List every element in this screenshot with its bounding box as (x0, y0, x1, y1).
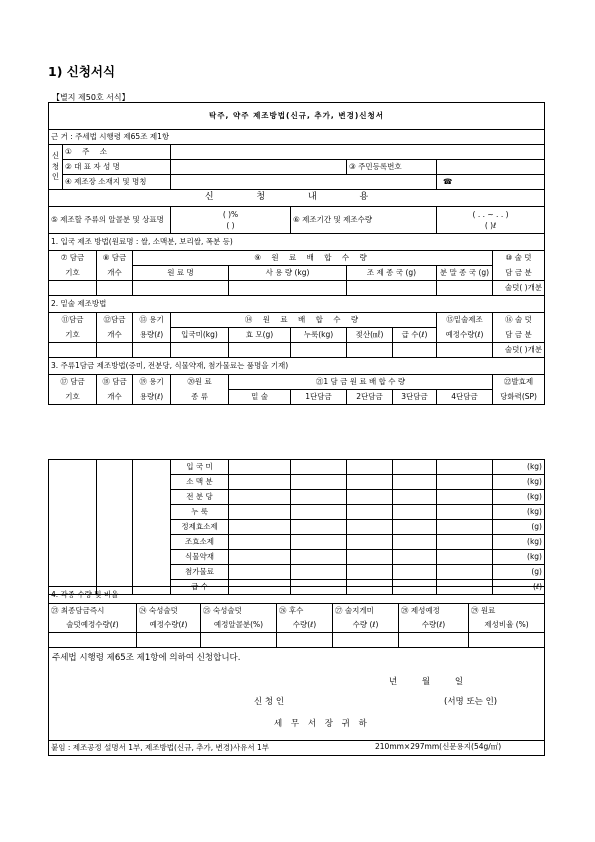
s3-h2-type: 종 류 (171, 390, 229, 405)
s1-h2-amount: 사 용 량 (kg) (229, 266, 347, 281)
s1-cell[interactable] (347, 281, 437, 296)
s4-h-lees: ㉗ 술지게미 (333, 604, 399, 619)
s1-cell[interactable] (229, 281, 347, 296)
resident-no-field[interactable] (437, 160, 545, 175)
s3-h2-stage1: 1단담금 (291, 390, 347, 405)
content-header: 신 청 내 용 (49, 190, 545, 207)
period-label: ⑥ 제조기간 및 제조수량 (291, 207, 437, 234)
s4-cell[interactable] (399, 633, 469, 648)
stage3-cell[interactable] (393, 565, 437, 580)
starter-cell[interactable] (229, 475, 291, 490)
stage1-cell[interactable] (291, 535, 347, 550)
s1-h-materials: ⑨ 원 료 배 합 수 량 (133, 251, 493, 266)
starter-cell[interactable] (229, 505, 291, 520)
s1-h2-powder: 분 말 종 국 (g) (437, 266, 493, 281)
s3-h-ferment: ㉒발효제 (493, 375, 545, 390)
total-unit: (kg) (493, 505, 545, 520)
s4-h2-aged-alc: 예정알콜분(%) (201, 618, 277, 633)
s3-h-code: ⑰ 담금 (49, 375, 97, 390)
s4-h2-after: 수량(ℓ) (277, 618, 333, 633)
s3-h-materials: ㉑1 담 금 원 료 배 합 수 량 (229, 375, 493, 390)
total-unit: (kg) (493, 475, 545, 490)
starter-cell[interactable] (229, 565, 291, 580)
total-unit: (kg) (493, 460, 545, 475)
s4-cell[interactable] (201, 633, 277, 648)
stage3-cell[interactable] (393, 475, 437, 490)
s1-h-mash: ⑩ 술 덧 (493, 251, 545, 266)
stage4-cell[interactable] (437, 565, 493, 580)
section-2-title: 2. 밑술 제조방법 (49, 296, 545, 313)
stage4-cell[interactable] (437, 550, 493, 565)
s3-h2-stage2: 2단담금 (347, 390, 393, 405)
applicant-side-label: 신 청 인 (49, 145, 63, 190)
s2-h2-water: 급 수(ℓ) (393, 328, 437, 343)
s1-h2-koji: 조 제 종 국 (g) (347, 266, 437, 281)
starter-cell[interactable] (229, 535, 291, 550)
s3-h2-capacity: 용량(ℓ) (133, 390, 171, 405)
s3-h2-stage3: 3단담금 (393, 390, 437, 405)
starter-cell[interactable] (229, 520, 291, 535)
s2-h-vessel: ⑬ 용기 (133, 313, 171, 328)
s2-cell[interactable] (229, 343, 291, 358)
ingredient-name: 식물약재 (171, 550, 229, 565)
ingredient-count-cell[interactable] (97, 460, 133, 595)
s1-cell[interactable] (437, 281, 493, 296)
s1-h2-code: 기호 (49, 266, 97, 281)
s2-h2-portion: 담 금 분 (493, 328, 545, 343)
s2-h2-count: 개수 (97, 328, 133, 343)
s4-h-aged-qty: ㉔ 숙성술덧 (137, 604, 201, 619)
s2-h2-capacity: 용량(ℓ) (133, 328, 171, 343)
total-unit: (ℓ) (493, 580, 545, 595)
stage4-cell[interactable] (437, 460, 493, 475)
s4-h-after: ㉖ 후수 (277, 604, 333, 619)
declaration-statement: 주세법 시행령 제65조 제1항에 의하여 신청합니다. (52, 653, 241, 663)
stage2-cell[interactable] (347, 565, 393, 580)
factory-field[interactable] (171, 175, 437, 190)
s2-h2-planned: 예정수량(ℓ) (437, 328, 493, 343)
s4-h2-product: 수량(ℓ) (399, 618, 469, 633)
s4-h2-final: 술덧예정수량(ℓ) (49, 618, 137, 633)
starter-cell[interactable] (229, 490, 291, 505)
s3-h-material: ⑳원 료 (171, 375, 229, 390)
section-4-title: 4. 각종 수량 및 비율 (49, 587, 545, 604)
total-unit: (g) (493, 565, 545, 580)
stage4-cell[interactable] (437, 535, 493, 550)
s2-cell[interactable] (347, 343, 393, 358)
stage4-cell[interactable] (437, 505, 493, 520)
total-unit: (kg) (493, 550, 545, 565)
s1-cell[interactable] (49, 281, 97, 296)
stage1-cell[interactable] (291, 490, 347, 505)
s2-h-mash: ⑯ 술 덧 (493, 313, 545, 328)
s2-cell[interactable] (49, 343, 97, 358)
factory-label: ④ 제조장 소재지 및 명칭 (63, 175, 171, 190)
stage1-cell[interactable] (291, 460, 347, 475)
s2-mash-count: 술덧( )개분 (493, 343, 545, 358)
ingredient-name: 누 룩 (171, 505, 229, 520)
s1-h-code: ⑦ 담금 (49, 251, 97, 266)
s1-h2-name: 원 료 명 (133, 266, 229, 281)
s2-cell[interactable] (97, 343, 133, 358)
s2-cell[interactable] (393, 343, 437, 358)
s2-cell[interactable] (133, 343, 171, 358)
total-unit: (kg) (493, 535, 545, 550)
phone-icon: ☎ (437, 175, 545, 190)
ingredient-code-cell[interactable] (49, 460, 97, 595)
stage2-cell[interactable] (347, 490, 393, 505)
s4-cell[interactable] (469, 633, 545, 648)
stage4-cell[interactable] (437, 490, 493, 505)
s1-mash-count: 술덧( )개분 (493, 281, 545, 296)
ingredient-name: 입 국 미 (171, 460, 229, 475)
s2-h-code: ⑪담금 (49, 313, 97, 328)
s1-h2-count: 개수 (97, 266, 133, 281)
ingredient-name: 소 맥 분 (171, 475, 229, 490)
legal-basis: 근 거 : 주세법 시행령 제65조 제1항 (49, 130, 545, 145)
stage4-cell[interactable] (437, 475, 493, 490)
declaration-block (49, 648, 545, 741)
quantities-table (48, 586, 545, 756)
stage3-cell[interactable] (393, 505, 437, 520)
total-unit: (g) (493, 520, 545, 535)
s3-h2-saccharifying: 당화력(SP) (493, 390, 545, 405)
application-form (48, 102, 545, 405)
section-1-title: 1. 입국 제조 방법(원료명 : 쌀, 소맥분, 보리쌀, 폭분 등) (49, 234, 545, 251)
s4-h-final: ㉓ 최종담금즉시 (49, 604, 137, 619)
s4-cell[interactable] (137, 633, 201, 648)
s4-h-product: ㉘ 제성예정 (399, 604, 469, 619)
form-number: 【별지 제50호 서식】 (52, 93, 130, 102)
addressee: 세 무 서 장 귀 하 (274, 719, 367, 729)
applicant-sign-label: 신 청 인 (254, 697, 285, 707)
s3-h-count: ⑱ 담금 (97, 375, 133, 390)
s3-h2-code: 기호 (49, 390, 97, 405)
s4-h-ratio: ㉙ 원료 (469, 604, 545, 619)
s1-h-count: ⑧ 담금 (97, 251, 133, 266)
form-title: 탁주, 약주 제조방법(신규, 추가, 변경)신청서 (49, 103, 545, 130)
s2-h2-code: 기호 (49, 328, 97, 343)
stage2-cell[interactable] (347, 520, 393, 535)
ingredient-name: 정제효소제 (171, 520, 229, 535)
s2-cell[interactable] (437, 343, 493, 358)
stage2-cell[interactable] (347, 535, 393, 550)
s4-h2-aged-qty: 예정수량(ℓ) (137, 618, 201, 633)
address-field[interactable] (171, 145, 545, 160)
alcohol-label: ⑤ 제조할 주류의 알콜분 및 상표명 (49, 207, 171, 234)
stage3-cell[interactable] (393, 460, 437, 475)
stage3-cell[interactable] (393, 550, 437, 565)
s4-h2-ratio: 제성비율 (%) (469, 618, 545, 633)
ingredient-name: 전 분 당 (171, 490, 229, 505)
ingredient-name: 급 수 (171, 580, 229, 595)
section-3-title: 3. 주류1담금 제조방법(증미, 전분당, 식물약재, 첨가물료는 품명을 기재) (49, 358, 545, 375)
s3-h-vessel: ⑲ 용기 (133, 375, 171, 390)
s2-h-count: ⑫담금 (97, 313, 133, 328)
ingredient-capacity-cell[interactable] (133, 460, 171, 595)
address-label: ① 주 소 (63, 145, 171, 160)
period-field[interactable]: ( . . ~ . . ) ( )ℓ (437, 207, 545, 234)
s2-h-starter: ⑮밑술제조 (437, 313, 493, 328)
ingredient-row (49, 460, 545, 475)
s2-cell[interactable] (171, 343, 229, 358)
s2-h2-lactic: 젖산(㎖) (347, 328, 393, 343)
starter-cell[interactable] (229, 460, 291, 475)
stage1-cell[interactable] (291, 505, 347, 520)
paper-spec: 210mm×297mm(신문용지(54g/㎡) (375, 742, 502, 751)
representative-field[interactable] (171, 160, 347, 175)
s3-h2-count: 개수 (97, 390, 133, 405)
stage1-cell[interactable] (291, 475, 347, 490)
ingredient-name: 조효소제 (171, 535, 229, 550)
s3-h2-stage4: 4단담금 (437, 390, 493, 405)
s1-cell[interactable] (97, 281, 133, 296)
s1-cell[interactable] (133, 281, 229, 296)
s4-cell[interactable] (277, 633, 333, 648)
section-heading: 1) 신청서식 (48, 64, 116, 79)
s3-h2-starter: 밑 술 (229, 390, 291, 405)
ingredient-name: 첨가물료 (171, 565, 229, 580)
stage3-cell[interactable] (393, 490, 437, 505)
stage1-cell[interactable] (291, 565, 347, 580)
stage2-cell[interactable] (347, 460, 393, 475)
s2-cell[interactable] (291, 343, 347, 358)
stage3-cell[interactable] (393, 520, 437, 535)
stage3-cell[interactable] (393, 535, 437, 550)
s4-h-aged-alc: ㉕ 숙성술덧 (201, 604, 277, 619)
ingredient-table (48, 459, 545, 595)
s4-cell[interactable] (333, 633, 399, 648)
stage4-cell[interactable] (437, 520, 493, 535)
stage1-cell[interactable] (291, 520, 347, 535)
stage1-cell[interactable] (291, 550, 347, 565)
stage2-cell[interactable] (347, 505, 393, 520)
s4-h2-lees: 수량 (ℓ) (333, 618, 399, 633)
s1-h2-portion: 담 금 분 (493, 266, 545, 281)
total-unit: (kg) (493, 490, 545, 505)
attachment-note: 붙임 : 제조공정 설명서 1부, 제조방법(신규, 추가, 변경)사유서 1부 (49, 741, 545, 756)
s4-cell[interactable] (49, 633, 137, 648)
stage2-cell[interactable] (347, 475, 393, 490)
s2-h-materials: ⑭ 원 료 배 합 수 량 (171, 313, 437, 328)
s2-h2-nuruk: 누룩(kg) (291, 328, 347, 343)
resident-no-label: ③ 주민등록번호 (347, 160, 437, 175)
starter-cell[interactable] (229, 550, 291, 565)
s2-h2-yeast: 효 모(g) (229, 328, 291, 343)
date-line: 년 월 일 (389, 677, 464, 687)
stage2-cell[interactable] (347, 550, 393, 565)
sign-note: (서명 또는 인) (444, 697, 498, 707)
s2-h2-rice: 입국미(kg) (171, 328, 229, 343)
representative-label: ② 대 표 자 성 명 (63, 160, 171, 175)
alcohol-field[interactable]: ( )% ( ) (171, 207, 291, 234)
